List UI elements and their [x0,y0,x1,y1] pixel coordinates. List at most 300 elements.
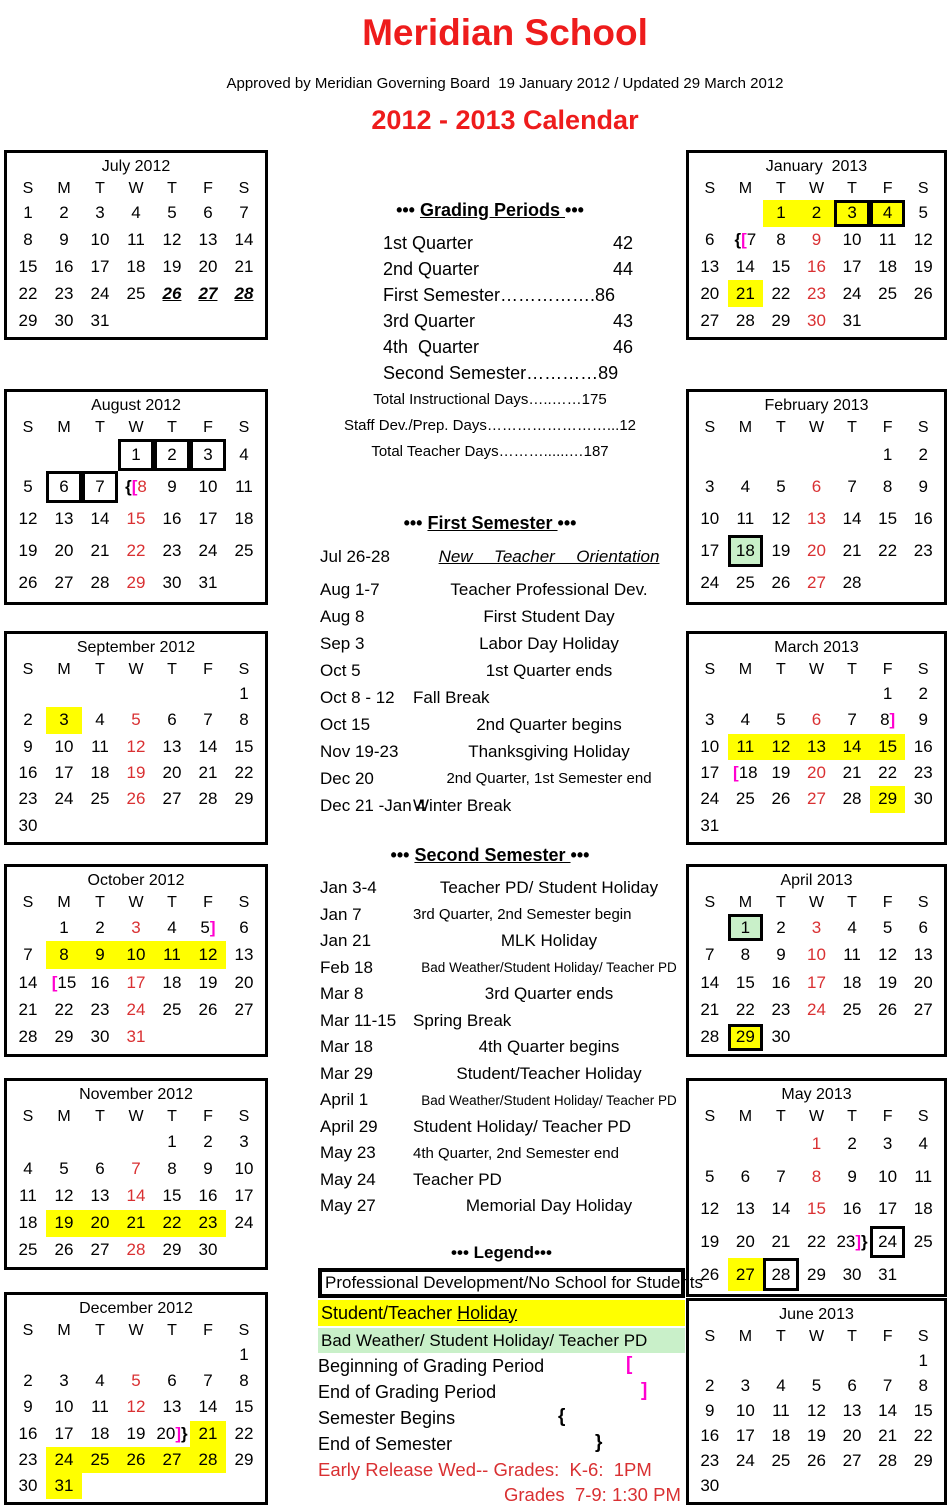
day-number: 2 [918,684,928,704]
day-number: 10 [700,509,720,528]
day-number: 6 [95,1158,105,1178]
event-row [295,684,685,711]
day-cell [870,227,906,254]
day-number: 7 [203,1371,213,1391]
week-row [692,969,941,996]
week-row [692,1128,941,1161]
day-cell [82,307,118,334]
weekday-label: F [882,1108,893,1125]
day-cell [870,996,906,1023]
weekday-label: S [917,1328,929,1345]
grading-label: Total Teacher Days………......…187 [371,442,609,460]
day-number: 24 [90,283,110,303]
day-cell [728,813,764,839]
day-number: 26 [878,999,898,1019]
day-number: 16 [700,1426,720,1446]
middle-column [295,0,703,1509]
day-cell [10,307,46,334]
day-number: 8 [167,1158,177,1178]
week-row [10,996,262,1023]
day-number: 23 [700,1451,720,1471]
day-number: 6 [847,1375,857,1395]
day-number: 14 [842,509,862,528]
day-number: 28 [842,573,862,592]
day-cell [154,254,190,281]
event-description: Teacher PD [413,1169,502,1189]
day-cell [10,1368,46,1394]
day-cell [10,227,46,254]
day-number: 25 [90,1449,110,1469]
day-cell [190,681,226,707]
weekday-label: S [704,894,716,911]
event-date: April 29 [320,1116,378,1136]
event-date: Jan 3-4 [320,878,377,898]
day-number: 2 [776,917,786,937]
day-number: 1 [882,684,893,704]
weekday-label: S [238,661,250,678]
day-cell [226,1182,262,1209]
month-title: October 2012 [87,872,185,889]
day-cell [190,1368,226,1394]
day-cell [905,1258,941,1291]
event-date: Dec 21 -Jan 4 [320,795,426,815]
day-cell [870,1449,906,1474]
week-row [692,1348,941,1373]
day-cell [10,535,46,567]
day-cell [692,681,728,707]
legend-symbol: { [558,1406,566,1427]
event-row [295,1008,685,1035]
day-number: 28 [771,1264,791,1284]
day-number: 21 [18,999,38,1019]
day-number: 15 [771,256,791,276]
day-number: 1 [23,203,33,223]
day-cell [834,227,870,254]
day-number: 4 [167,917,177,937]
day-cell [905,227,941,254]
day-cell [118,707,154,733]
month-calendar [4,1292,268,1505]
week-row [692,439,941,471]
day-number: 11 [736,509,755,528]
day-cell [154,1155,190,1182]
day-cell [82,1473,118,1499]
day-number: 26 [913,283,933,303]
weekday-label: S [917,894,929,911]
bullet-dots: ••• [390,845,415,865]
day-cell [190,200,226,227]
day-number: 13 [162,1397,182,1417]
event-date: April 1 [320,1090,369,1110]
event-date: Mar 18 [320,1037,373,1057]
day-number: 16 [162,509,182,528]
day-cell [190,969,226,996]
day-number: 25 [90,789,110,809]
day-cell [82,254,118,281]
day-cell [799,1373,835,1398]
day-cell [692,254,728,281]
week-row [10,1368,262,1394]
day-number: 29 [807,1264,826,1284]
day-cell [154,503,190,535]
day-cell [82,996,118,1023]
day-number: 8 [137,477,147,496]
day-cell [905,1398,941,1423]
weekday-label: W [128,1322,144,1339]
weekday-label: S [704,419,716,436]
bullet-dots: ••• [565,200,584,220]
day-number: 16 [771,972,791,992]
day-number: 24 [735,1451,755,1471]
legend-item-symbol [318,1353,685,1379]
bracket-marker: ] [209,917,216,937]
day-number: 10 [807,945,826,965]
day-cell [82,734,118,760]
weekday-label: M [57,1108,71,1125]
event-row [295,1114,685,1141]
week-row [692,1398,941,1423]
day-cell [190,786,226,812]
grading-row [295,230,685,256]
day-number: 4 [740,477,751,496]
day-number: 5 [776,710,786,730]
grading-label: Staff Dev./Prep. Days……………………...12 [343,416,637,434]
day-number: 11 [163,945,181,965]
day-cell [834,1128,870,1161]
day-number: 16 [913,736,933,756]
day-number: 27 [807,573,826,592]
legend-item-symbol [318,1431,685,1457]
day-cell [154,786,190,812]
day-cell [692,969,728,996]
day-cell [870,200,906,227]
event-row [295,765,685,792]
day-cell [226,969,262,996]
day-number: 19 [771,763,791,783]
bracket-marker: [ [733,763,739,783]
week-row [692,914,941,941]
day-cell [118,227,154,254]
day-cell [226,1473,262,1499]
day-number: 18 [842,972,862,992]
day-cell [834,969,870,996]
week-row [692,471,941,503]
event-row [295,711,685,738]
week-row [10,307,262,334]
day-cell [905,503,941,535]
week-row [10,760,262,786]
day-cell [799,567,835,599]
grading-value: 42 [612,232,633,253]
weekday-label: W [128,894,144,911]
day-number: 25 [18,1240,38,1260]
day-number: 17 [54,763,74,783]
day-cell [46,786,82,812]
day-number: 15 [878,736,898,756]
legend-item-early-release [318,1457,685,1482]
day-number: 21 [198,763,218,783]
month-title: March 2013 [774,639,859,656]
day-cell [834,1474,870,1499]
day-cell [799,1128,835,1161]
day-cell [799,1226,835,1259]
day-cell [10,1237,46,1264]
day-cell [834,1193,870,1226]
weekday-label: W [808,894,825,911]
day-number: 31 [126,1027,146,1047]
month-calendar [686,150,947,340]
month-title: August 2012 [91,397,181,414]
day-number: 5 [131,1371,141,1391]
day-cell [834,707,870,733]
day-number: 18 [735,541,755,560]
day-number: 30 [18,815,38,835]
day-number: 23 [198,1213,218,1233]
day-cell [154,1447,190,1473]
day-number: 16 [18,1423,38,1443]
day-number: 24 [700,789,720,809]
bullet-dots: ••• [451,1243,474,1262]
day-cell [118,1210,154,1237]
day-cell [799,681,835,707]
event-row [295,657,685,684]
week-row [692,1449,941,1474]
day-cell [226,567,262,599]
month-calendar [686,1298,947,1505]
day-number: 10 [126,945,146,965]
day-cell [154,1024,190,1051]
day-number: 8 [776,230,786,250]
day-cell [226,307,262,334]
day-number: 10 [54,736,74,756]
day-cell [728,1161,764,1194]
month-calendar [686,631,947,845]
day-number: 24 [198,541,218,560]
day-cell [799,254,835,281]
weekday-label: W [808,419,825,436]
weekday-label: T [167,894,177,911]
day-number: 14 [878,1400,898,1420]
day-cell [82,1182,118,1209]
day-cell [728,1024,764,1051]
event-description: 4th Quarter begins [478,1037,620,1057]
day-number: 6 [239,917,249,937]
day-cell [226,227,262,254]
day-cell [799,1161,835,1194]
day-number: 9 [705,1400,715,1420]
day-cell [226,1237,262,1264]
day-number: 27 [807,789,826,809]
week-row [692,734,941,760]
day-cell [905,969,941,996]
day-number: 5 [59,1158,69,1178]
day-cell [799,941,835,968]
day-cell [190,503,226,535]
day-cell [82,707,118,733]
month-calendar [4,1078,268,1270]
day-cell [190,1473,226,1499]
month-body [692,914,941,1051]
day-cell [82,1421,118,1447]
day-cell [799,535,835,567]
day-number: 4 [776,1375,786,1395]
second-semester-section [295,845,685,1220]
day-cell [799,813,835,839]
day-number: 8 [59,945,69,965]
weekday-header-row [10,1320,262,1342]
day-number: 26 [771,573,791,592]
day-cell [692,813,728,839]
day-number: 12 [198,945,218,965]
day-number: 25 [162,999,182,1019]
day-number: 29 [771,310,791,330]
day-cell [692,1226,728,1259]
day-number: 14 [735,256,755,276]
day-cell [10,914,46,941]
day-number: 13 [54,509,74,528]
day-number: 14 [18,972,38,992]
day-number: 25 [126,283,146,303]
day-cell [10,734,46,760]
day-number: 7 [847,477,857,496]
day-number: 5 [23,477,33,496]
day-number: 16 [54,256,74,276]
day-cell [118,786,154,812]
day-cell [154,280,190,307]
day-cell [799,1424,835,1449]
week-row [692,1424,941,1449]
day-number: 30 [913,789,933,809]
day-cell [905,200,941,227]
day-cell [118,941,154,968]
day-number: 12 [771,509,791,528]
week-row [10,227,262,254]
weekday-label: T [776,661,786,678]
event-description: Spring Break [413,1010,512,1030]
event-description: Fall Break [413,687,490,707]
weekday-label: W [128,419,144,436]
day-cell [118,1473,154,1499]
weekday-label: M [57,661,71,678]
day-number: 28 [700,1027,720,1047]
day-number: 10 [700,736,720,756]
day-cell [154,941,190,968]
day-cell [118,471,154,503]
day-cell [46,1394,82,1420]
event-description: 1st Quarter ends [485,660,613,680]
weekday-label: S [238,1108,250,1125]
day-cell [82,567,118,599]
grading-label: Total Instructional Days…..……175 [373,390,607,408]
day-cell [190,227,226,254]
day-cell [763,503,799,535]
day-number: 19 [878,972,898,992]
day-number: 19 [162,256,182,276]
week-row [692,1024,941,1051]
day-number: 25 [735,789,755,809]
week-row [692,567,941,599]
week-row [692,1161,941,1194]
week-row [692,760,941,786]
day-number: 13 [234,945,254,965]
day-cell [763,280,799,307]
event-description: 4th Quarter, 2nd Semester end [413,1144,619,1162]
event-description: Teacher PD/ Student Holiday [439,878,659,898]
grading-row [295,282,685,308]
day-cell [10,786,46,812]
bracket-marker: { [125,477,132,496]
day-cell [728,996,764,1023]
day-cell [763,307,799,334]
day-number: 27 [162,1449,182,1469]
event-row [295,955,685,982]
day-number: 17 [198,509,218,528]
day-number: 25 [878,283,898,303]
day-cell [728,707,764,733]
day-cell [905,734,941,760]
grading-row [295,334,685,360]
weekday-label: S [704,180,716,197]
day-number: 2 [23,710,33,730]
day-cell [10,280,46,307]
day-number: 27 [198,283,218,303]
day-number: 30 [700,1476,720,1496]
legend-rows [318,1268,703,1507]
event-description: 2nd Quarter begins [476,714,622,734]
day-cell [763,1398,799,1423]
month-body [10,1342,262,1499]
day-cell [46,1447,82,1473]
day-cell [870,914,906,941]
month-body [692,1348,941,1499]
day-number: 10 [234,1158,254,1178]
legend-symbol: } [595,1432,603,1453]
day-number: 27 [735,1264,755,1284]
event-description: Bad Weather/Student Holiday/ Teacher PD [421,1092,677,1108]
day-cell [154,1182,190,1209]
day-cell [692,200,728,227]
day-number: 31 [878,1264,898,1284]
legend-label: Bad Weather/ Student Holiday/ Teacher PD [321,1330,648,1350]
day-cell [692,1474,728,1499]
week-row [692,786,941,812]
day-number: 20 [700,283,720,303]
day-cell [763,1024,799,1051]
day-cell [728,1193,764,1226]
weekday-label: T [95,419,105,436]
day-cell [692,307,728,334]
first-semester-events [295,543,685,819]
day-number: 22 [878,541,898,560]
day-cell [46,1155,82,1182]
day-number: 18 [18,1213,38,1233]
first-semester-title-text: First Semester [427,513,558,533]
week-row [10,681,262,707]
day-cell [728,1373,764,1398]
day-cell [728,760,764,786]
day-number: 3 [203,445,213,464]
week-row [10,1447,262,1473]
event-row [295,1087,685,1114]
day-cell [190,1447,226,1473]
month-calendar [4,631,268,845]
day-cell [82,760,118,786]
day-cell [905,1024,941,1051]
day-number: 13 [807,509,826,528]
day-cell [728,1449,764,1474]
day-cell [799,1474,835,1499]
grading-row [295,360,685,386]
